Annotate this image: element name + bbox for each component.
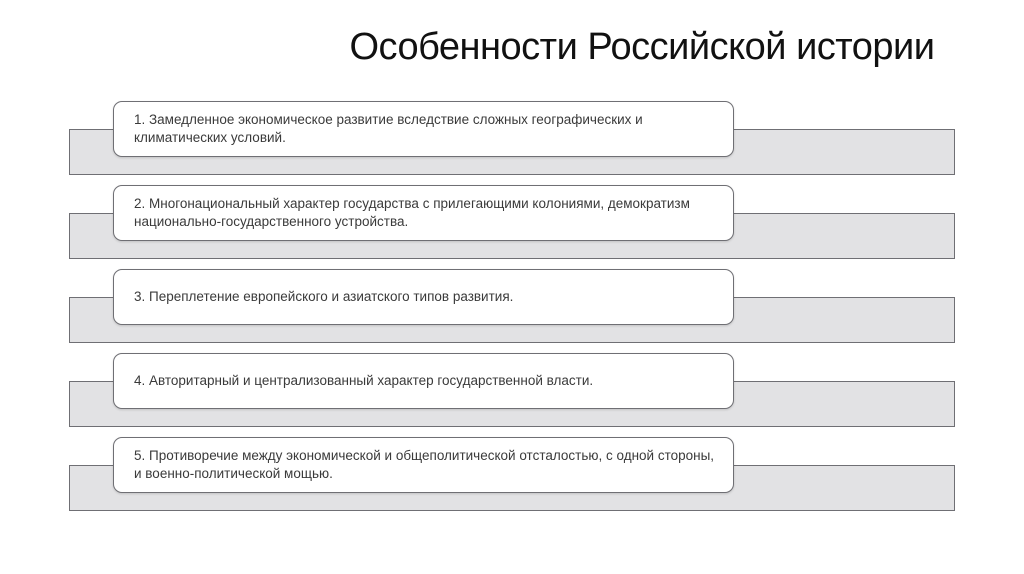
list-item-text: 2. Многонациональный характер государства с прилегающими колониями, демократизм национально-государственного устройства. [134, 196, 690, 229]
list-item-3 [0, 269, 1024, 359]
list-item-card [113, 101, 734, 157]
list-item-text: 1. Замедленное экономическое развитие вследствие сложных географических и климатических условий. [134, 112, 643, 145]
list-item-text: 4. Авторитарный и централизованный характер государственной власти. [134, 373, 594, 388]
list-item-5 [0, 437, 1024, 527]
slide-title: Особенности Российской истории [349, 26, 935, 68]
list-item-card [113, 185, 734, 241]
list-item-card [113, 353, 734, 409]
list-item-card [113, 437, 734, 493]
list-item-1 [0, 101, 1024, 191]
list-item-text: 3. Переплетение европейского и азиатского типов развития. [134, 289, 514, 304]
list-item-text: 5. Противоречие между экономической и общеполитической отсталостью, с одной стороны, и военно-политической мощью. [134, 448, 715, 481]
list-item-2 [0, 185, 1024, 275]
list-item-4 [0, 353, 1024, 443]
list-item-card [113, 269, 734, 325]
